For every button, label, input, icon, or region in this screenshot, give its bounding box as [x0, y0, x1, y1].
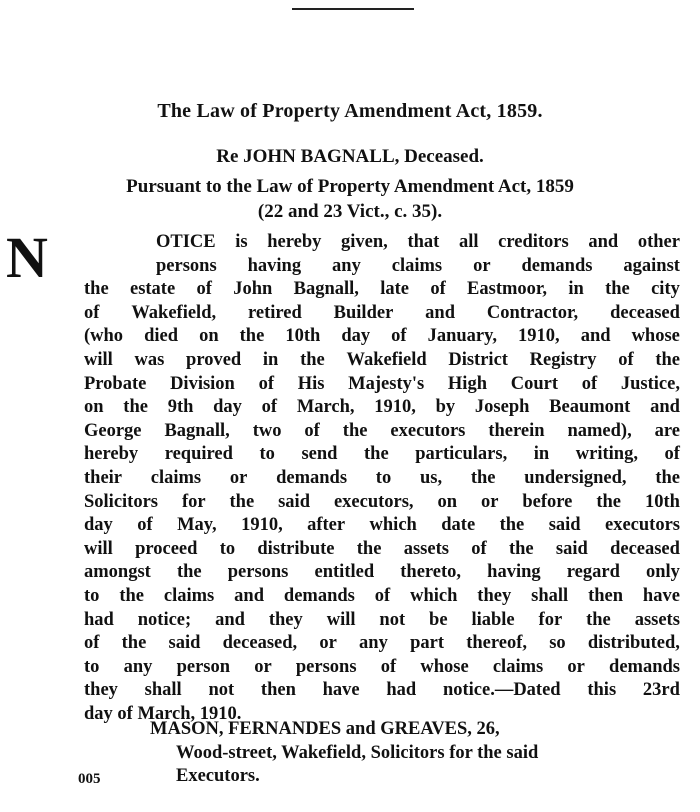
reference-code: 005 — [78, 771, 101, 787]
notice-line: day of May, 1910, after which date the said executors — [84, 515, 680, 536]
notice-dropcap: N — [6, 225, 48, 290]
notice-line: will proceed to distribute the assets of the said deceased — [84, 538, 680, 559]
pursuant-heading-line-1: Pursuant to the Law of Property Amendment Act, 1859 — [126, 176, 574, 197]
notice-line: persons having any claims or demands against — [156, 255, 680, 276]
notice-line: Solicitors for the said executors, on or before the 10th — [84, 491, 680, 512]
notice-line: on the 9th day of March, 1910, by Joseph Beaumont and — [84, 397, 680, 418]
notice-line: George Bagnall, two of the executors therein named), are — [84, 420, 680, 441]
act-title: The Law of Property Amendment Act, 1859. — [157, 100, 543, 122]
notice-body — [84, 231, 680, 726]
notice-line: of Wakefield, retired Builder and Contractor, deceased — [84, 302, 680, 323]
notice-line: had notice; and they will not be liable for the assets — [84, 609, 680, 630]
notice-line: they shall not then have had notice.—Dated this 23rd — [84, 680, 680, 701]
notice-line: to the claims and demands of which they shall then have — [84, 585, 680, 606]
notice-line: (who died on the 10th day of January, 1910, and whose — [84, 326, 680, 347]
notice-line: OTICE is hereby given, that all creditors and other — [156, 232, 680, 252]
notice-line: to any person or persons of whose claims or demands — [84, 656, 680, 677]
top-rule — [292, 8, 414, 10]
notice-line: of the said deceased, or any part thereof, so distributed, — [84, 633, 680, 654]
signature-role: Executors. — [176, 766, 260, 787]
signature-firm: MASON, FERNANDES and GREAVES, 26, — [150, 719, 500, 739]
signature-block — [150, 718, 680, 789]
notice-line: the estate of John Bagnall, late of Eastmoor, in the city — [84, 279, 680, 300]
signature-address: Wood-street, Wakefield, Solicitors for the said — [176, 742, 539, 763]
pursuant-heading-line-2: (22 and 23 Vict., c. 35). — [257, 201, 443, 222]
re-line: Re JOHN BAGNALL, Deceased. — [216, 146, 484, 167]
notice-line: their claims or demands to us, the undersigned, the — [84, 467, 680, 488]
notice-line: amongst the persons entitled thereto, having regard only — [84, 562, 680, 583]
notice-line: will was proved in the Wakefield District Registry of the — [84, 349, 680, 370]
notice-line: day of March, 1910. — [84, 703, 242, 724]
notice-line: Probate Division of His Majesty's High Court of Justice, — [84, 373, 680, 394]
notice-line: hereby required to send the particulars, in writing, of — [84, 444, 680, 465]
